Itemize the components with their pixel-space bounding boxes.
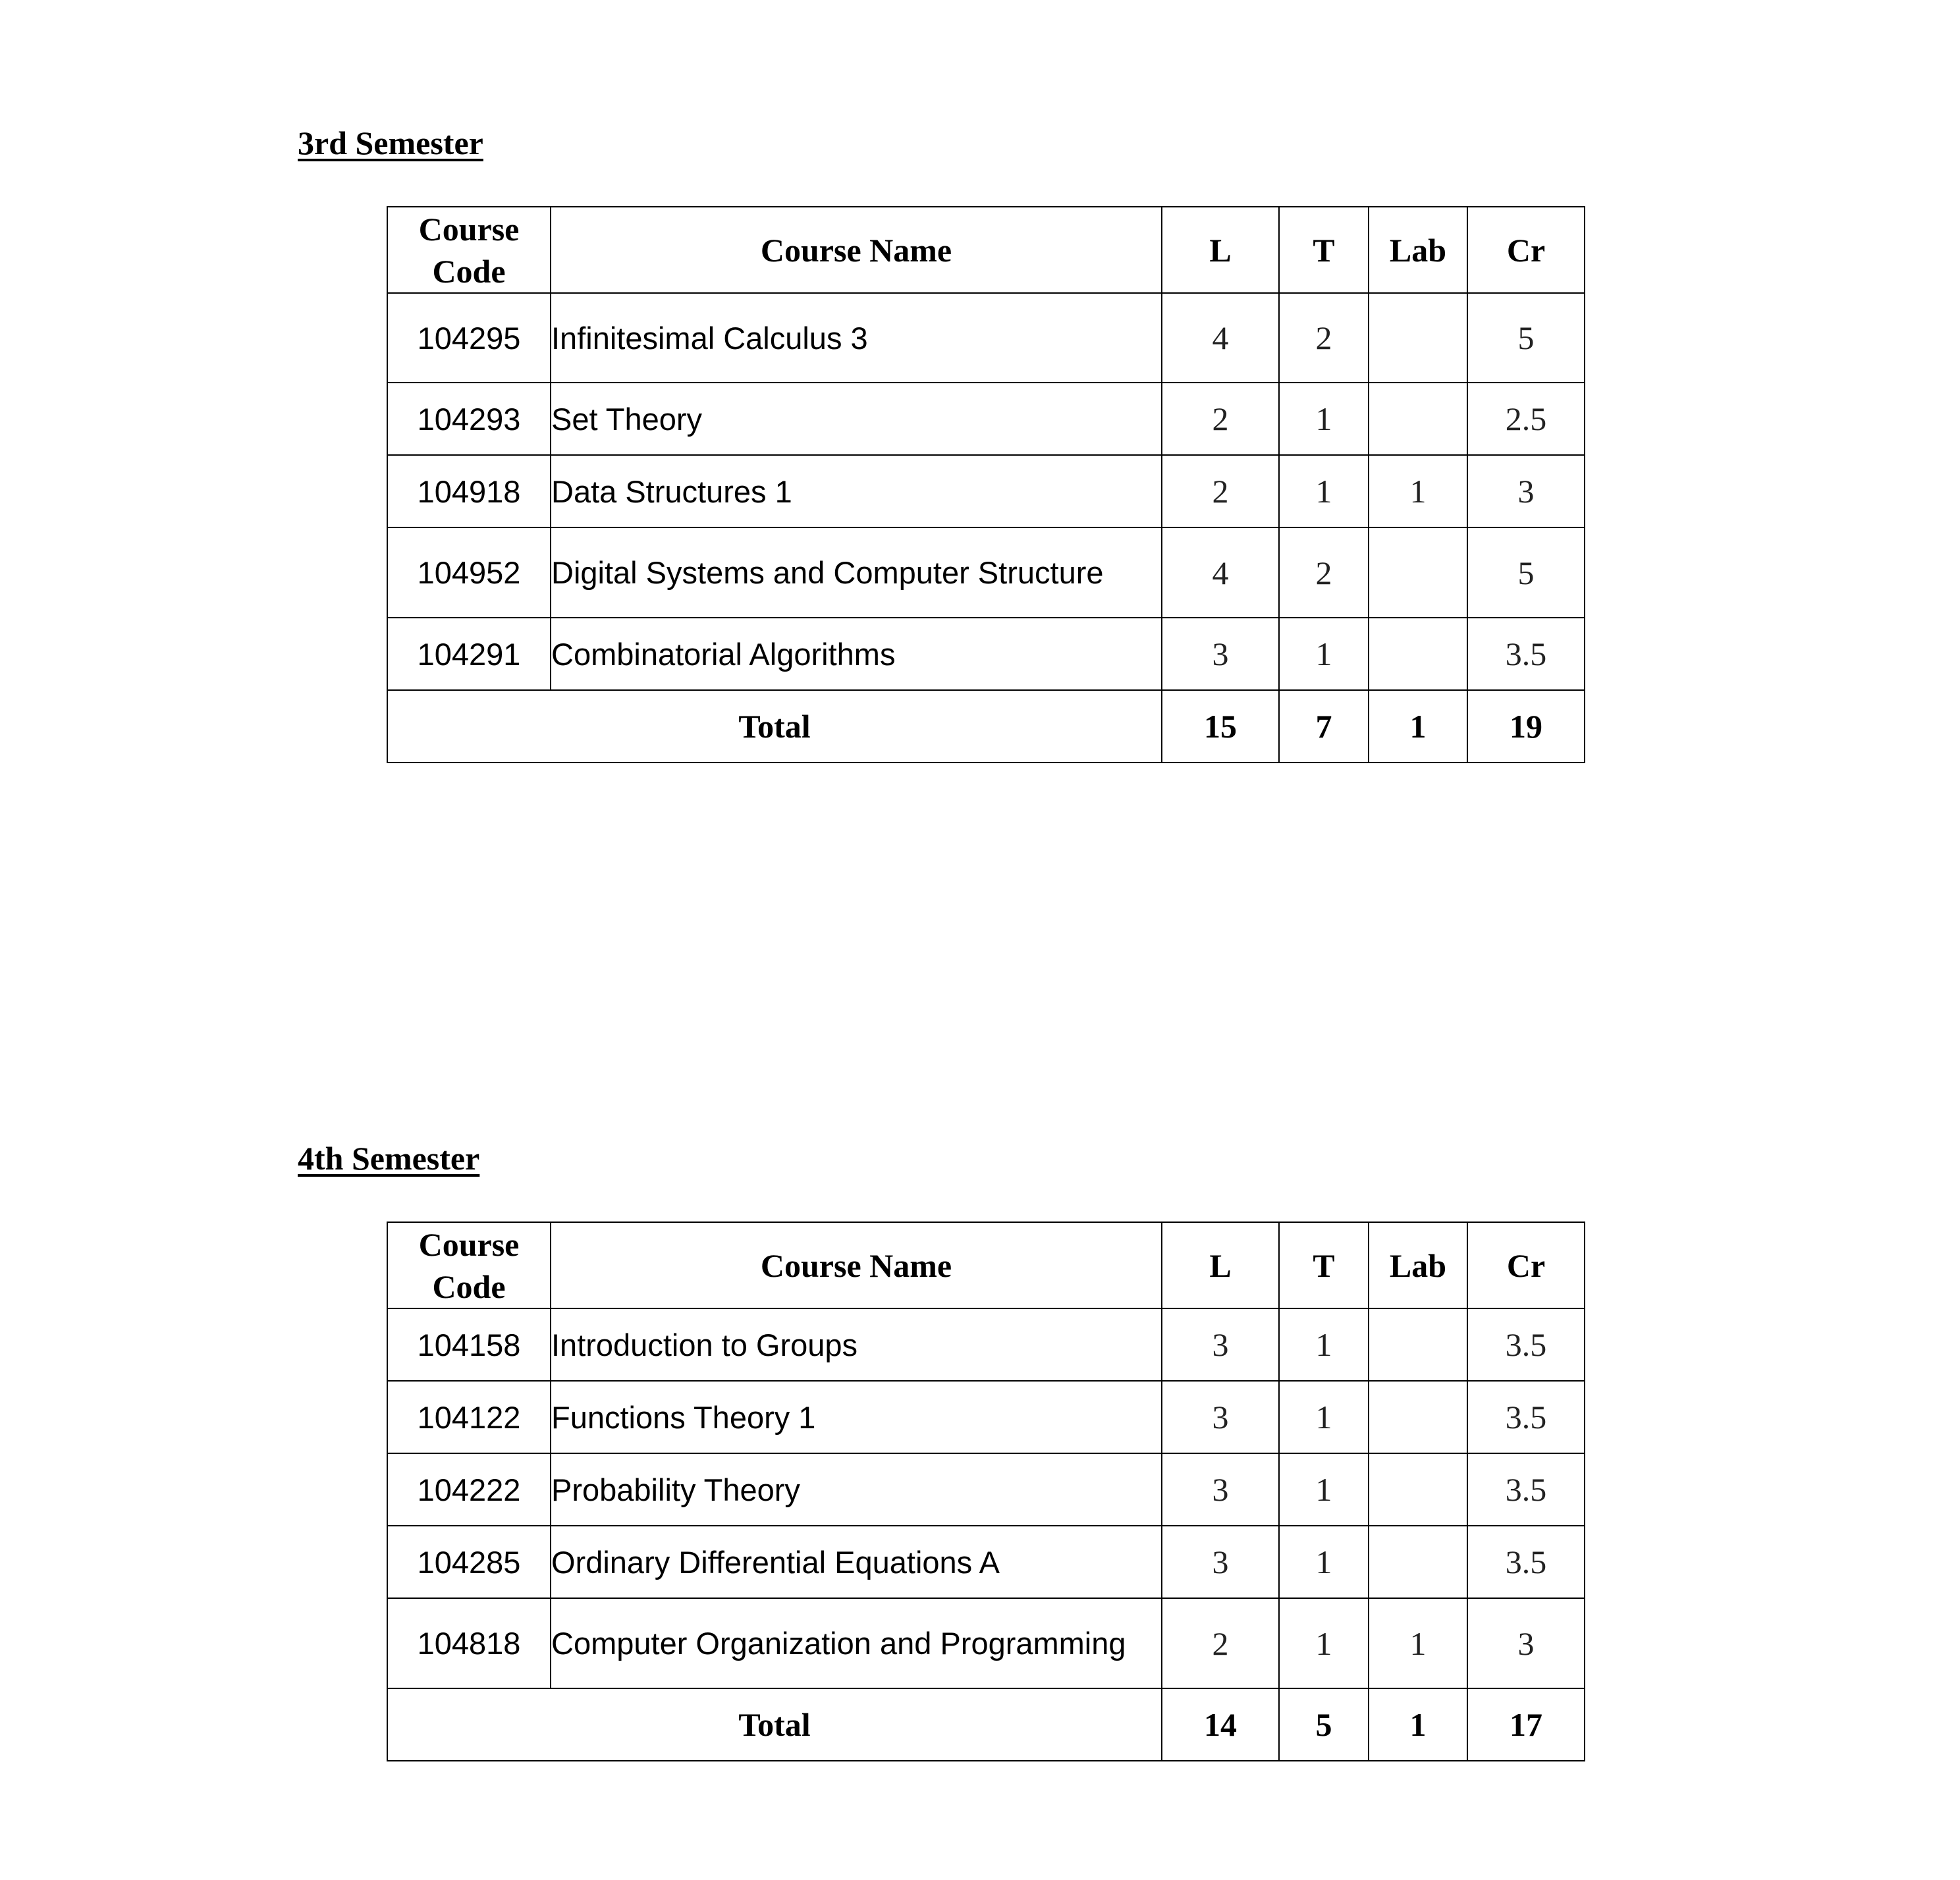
course-code: 104952 — [387, 527, 551, 618]
tutorial-hours: 1 — [1279, 1526, 1369, 1598]
tutorial-hours: 1 — [1279, 1308, 1369, 1381]
table-row — [387, 383, 1585, 455]
course-code: 104295 — [387, 293, 551, 383]
credits: 3.5 — [1467, 1526, 1585, 1598]
course-code: 104285 — [387, 1526, 551, 1598]
lecture-hours: 4 — [1162, 527, 1279, 618]
lecture-hours: 3 — [1162, 618, 1279, 690]
lab-hours — [1369, 1381, 1467, 1453]
course-code: 104222 — [387, 1453, 551, 1526]
credits: 2.5 — [1467, 383, 1585, 455]
tutorial-hours: 1 — [1279, 1453, 1369, 1526]
tutorial-hours: 1 — [1279, 1381, 1369, 1453]
header-t: T — [1279, 207, 1369, 293]
lecture-hours: 2 — [1162, 1598, 1279, 1688]
credits: 3 — [1467, 1598, 1585, 1688]
lab-hours — [1369, 383, 1467, 455]
lab-hours — [1369, 1453, 1467, 1526]
header-lab: Lab — [1369, 1222, 1467, 1308]
total-lab-hours: 1 — [1369, 690, 1467, 763]
lecture-hours: 2 — [1162, 383, 1279, 455]
credits: 5 — [1467, 293, 1585, 383]
total-row — [387, 1688, 1585, 1761]
table-row — [387, 293, 1585, 383]
header-course-name: Course Name — [551, 1222, 1162, 1308]
table-header-row — [387, 1222, 1585, 1308]
course-name: Infinitesimal Calculus 3 — [551, 293, 1162, 383]
course-name: Ordinary Differential Equations A — [551, 1526, 1162, 1598]
course-name: Combinatorial Algorithms — [551, 618, 1162, 690]
credits: 3.5 — [1467, 1308, 1585, 1381]
course-code: 104818 — [387, 1598, 551, 1688]
total-lecture-hours: 15 — [1162, 690, 1279, 763]
course-name: Probability Theory — [551, 1453, 1162, 1526]
header-t: T — [1279, 1222, 1369, 1308]
semester-3-course-table — [387, 206, 1585, 763]
tutorial-hours: 1 — [1279, 1598, 1369, 1688]
table-row — [387, 1381, 1585, 1453]
table-row — [387, 618, 1585, 690]
lab-hours — [1369, 1526, 1467, 1598]
course-name: Data Structures 1 — [551, 455, 1162, 527]
total-lecture-hours: 14 — [1162, 1688, 1279, 1761]
total-lab-hours: 1 — [1369, 1688, 1467, 1761]
course-code: 104918 — [387, 455, 551, 527]
total-credits: 19 — [1467, 690, 1585, 763]
table-header-row — [387, 207, 1585, 293]
course-name: Digital Systems and Computer Structure — [551, 527, 1162, 618]
lab-hours — [1369, 527, 1467, 618]
tutorial-hours: 1 — [1279, 383, 1369, 455]
course-code: 104158 — [387, 1308, 551, 1381]
total-tutorial-hours: 7 — [1279, 690, 1369, 763]
course-code: 104291 — [387, 618, 551, 690]
table-row — [387, 527, 1585, 618]
lab-hours — [1369, 618, 1467, 690]
lab-hours — [1369, 1308, 1467, 1381]
credits: 3.5 — [1467, 618, 1585, 690]
lecture-hours: 3 — [1162, 1453, 1279, 1526]
table-row — [387, 1526, 1585, 1598]
tutorial-hours: 1 — [1279, 618, 1369, 690]
header-course-code: Course Code — [387, 1222, 551, 1308]
lab-hours — [1369, 293, 1467, 383]
semester-4-heading: 4th Semester — [298, 1140, 480, 1177]
header-course-name: Course Name — [551, 207, 1162, 293]
table-row — [387, 1308, 1585, 1381]
credits: 3.5 — [1467, 1381, 1585, 1453]
header-l: L — [1162, 207, 1279, 293]
tutorial-hours: 2 — [1279, 293, 1369, 383]
course-name: Set Theory — [551, 383, 1162, 455]
semester-4-course-table — [387, 1222, 1585, 1761]
total-credits: 17 — [1467, 1688, 1585, 1761]
credits: 5 — [1467, 527, 1585, 618]
lecture-hours: 3 — [1162, 1308, 1279, 1381]
tutorial-hours: 1 — [1279, 455, 1369, 527]
course-name: Functions Theory 1 — [551, 1381, 1162, 1453]
header-l: L — [1162, 1222, 1279, 1308]
lecture-hours: 3 — [1162, 1526, 1279, 1598]
total-row — [387, 690, 1585, 763]
lecture-hours: 3 — [1162, 1381, 1279, 1453]
table-row — [387, 455, 1585, 527]
course-name: Introduction to Groups — [551, 1308, 1162, 1381]
table-row — [387, 1598, 1585, 1688]
lecture-hours: 2 — [1162, 455, 1279, 527]
total-label: Total — [387, 1688, 1162, 1761]
semester-3-heading: 3rd Semester — [298, 124, 483, 161]
header-cr: Cr — [1467, 207, 1585, 293]
lab-hours: 1 — [1369, 1598, 1467, 1688]
lecture-hours: 4 — [1162, 293, 1279, 383]
credits: 3.5 — [1467, 1453, 1585, 1526]
header-lab: Lab — [1369, 207, 1467, 293]
credits: 3 — [1467, 455, 1585, 527]
header-cr: Cr — [1467, 1222, 1585, 1308]
total-tutorial-hours: 5 — [1279, 1688, 1369, 1761]
course-code: 104122 — [387, 1381, 551, 1453]
header-course-code: Course Code — [387, 207, 551, 293]
course-name: Computer Organization and Programming — [551, 1598, 1162, 1688]
tutorial-hours: 2 — [1279, 527, 1369, 618]
course-code: 104293 — [387, 383, 551, 455]
lab-hours: 1 — [1369, 455, 1467, 527]
table-row — [387, 1453, 1585, 1526]
total-label: Total — [387, 690, 1162, 763]
